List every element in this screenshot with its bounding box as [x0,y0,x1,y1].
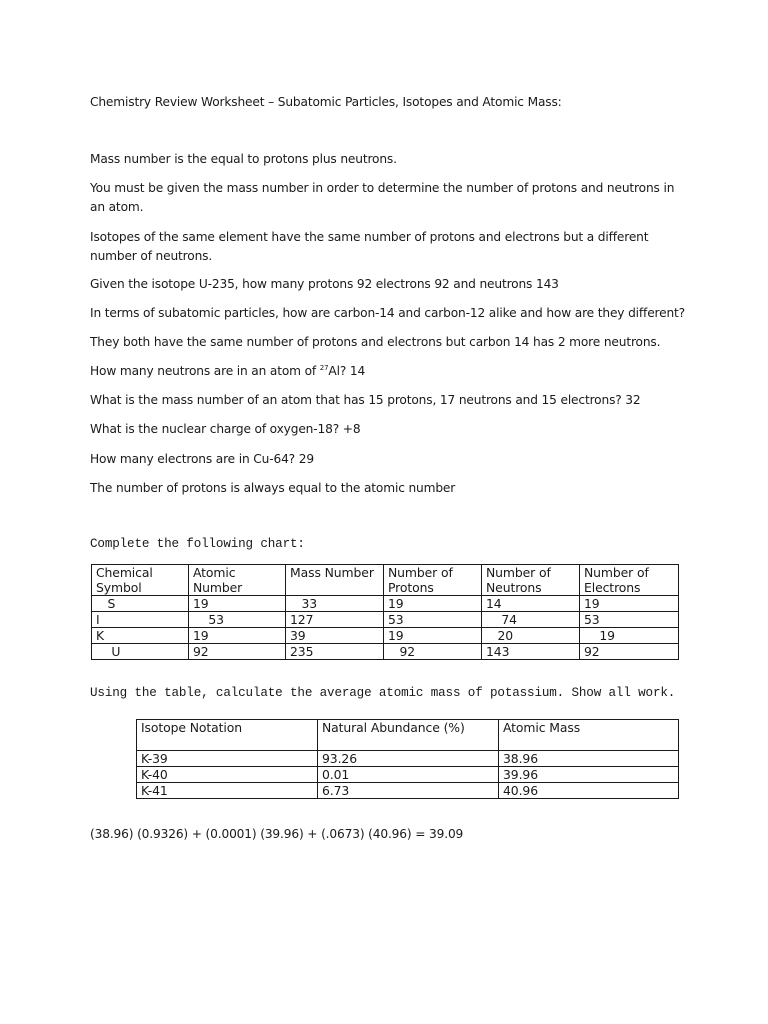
aluminum-question-text: How many neutrons are in an atom of [90,364,320,378]
table-cell: 92 [580,644,679,660]
table-header-row [137,720,679,751]
question-carbon: In terms of subatomic particles, how are carbon-14 and carbon-12 alike and how are they different? [90,306,686,320]
statement-isotopes: Isotopes of the same element have the same number of protons and electrons but a different number of neutrons. [90,230,649,263]
table-cell: K-39 [137,751,318,767]
table-cell: 19 [384,596,482,612]
table-cell: 92 [189,644,286,660]
table-cell: 14 [482,596,580,612]
answer-carbon: They both have the same number of protons and electrons but carbon 14 has 2 more neutrons. [90,335,661,349]
table-row [92,628,679,644]
table-row [92,596,679,612]
table-row [137,767,679,783]
table-cell: 74 [482,612,580,628]
table-cell: 0.01 [318,767,499,783]
statement-protons: The number of protons is always equal to the atomic number [90,481,456,495]
table-cell: 6.73 [318,783,499,799]
table-cell: 39 [286,628,384,644]
table-cell: 38.96 [499,751,679,767]
table-cell: 40.96 [499,783,679,799]
question-u235: Given the isotope U-235, how many protons 92 electrons 92 and neutrons 143 [90,277,559,291]
worksheet-title: Chemistry Review Worksheet – Subatomic Particles, Isotopes and Atomic Mass: [90,95,562,109]
header-atomic-mass: Atomic Mass [499,720,679,751]
statement-given-mass-number: You must be given the mass number in order to determine the number of protons and neutrons in an atom. [90,181,675,214]
header-protons: Number of Protons [384,565,482,596]
table-cell: K [92,628,189,644]
aluminum-mass-superscript: 27 [319,364,329,372]
table-cell: 92 [384,644,482,660]
table-header-row [92,565,679,596]
table-cell: 127 [286,612,384,628]
question-aluminum [90,362,690,381]
header-isotope-notation: Isotope Notation [137,720,318,751]
header-mass-number: Mass Number [286,565,384,596]
table-cell: 19 [189,628,286,644]
table-cell: I [92,612,189,628]
table-cell: 143 [482,644,580,660]
table-cell: 19 [580,628,679,644]
table-cell: K-41 [137,783,318,799]
header-electrons: Number of Electrons [580,565,679,596]
subatomic-chart-table [91,564,679,660]
table-cell: 19 [189,596,286,612]
table-cell: 19 [384,628,482,644]
table-row [137,783,679,799]
table-cell: 53 [384,612,482,628]
table-cell: 20 [482,628,580,644]
header-neutrons: Number of Neutrons [482,565,580,596]
table-cell: 53 [580,612,679,628]
table-cell: 235 [286,644,384,660]
table-row [137,751,679,767]
table-cell: 39.96 [499,767,679,783]
question-mass-number: What is the mass number of an atom that has 15 protons, 17 neutrons and 15 electrons? 32 [90,393,641,407]
table-cell: 33 [286,596,384,612]
table-cell: S [92,596,189,612]
table-cell: 93.26 [318,751,499,767]
question-cu64: How many electrons are in Cu-64? 29 [90,452,314,466]
aluminum-question-answer: Al? 14 [328,364,366,378]
header-natural-abundance: Natural Abundance (%) [318,720,499,751]
chart-prompt: Complete the following chart: [90,537,305,551]
statement-mass-number: Mass number is the equal to protons plus neutrons. [90,152,397,166]
table-row [92,644,679,660]
table-row [92,612,679,628]
calculation-answer: (38.96) (0.9326) + (0.0001) (39.96) + (.0673) (40.96) = 39.09 [90,827,464,841]
potassium-isotope-table [136,719,679,799]
table-cell: K-40 [137,767,318,783]
table-cell: U [92,644,189,660]
potassium-prompt: Using the table, calculate the average atomic mass of potassium. Show all work. [90,686,676,700]
table-cell: 19 [580,596,679,612]
question-nuclear-charge: What is the nuclear charge of oxygen-18? +8 [90,422,361,436]
table-cell: 53 [189,612,286,628]
header-chemical-symbol: Chemical Symbol [92,565,189,596]
header-atomic-number: Atomic Number [189,565,286,596]
